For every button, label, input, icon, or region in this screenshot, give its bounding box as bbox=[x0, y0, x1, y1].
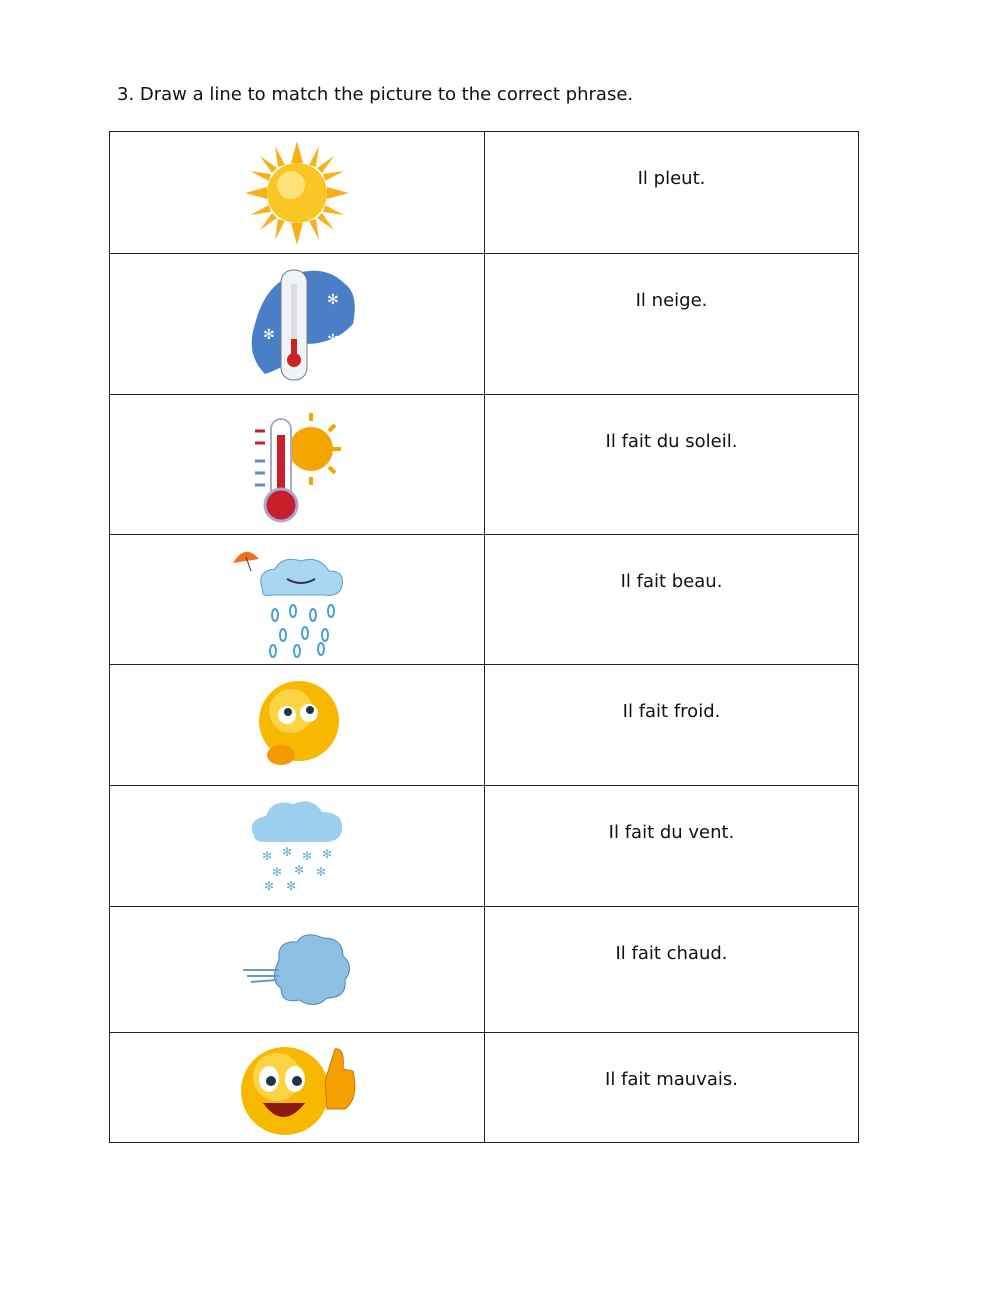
table-row bbox=[110, 786, 859, 907]
svg-text:✻: ✻ bbox=[263, 327, 275, 343]
phrase-text: Il neige. bbox=[635, 290, 708, 311]
phrase-text: Il fait mauvais. bbox=[605, 1069, 738, 1090]
table-row bbox=[110, 132, 859, 254]
table-row bbox=[110, 395, 859, 535]
svg-text:✻: ✻ bbox=[272, 865, 283, 879]
phrase-text: Il fait du vent. bbox=[608, 822, 735, 843]
phrase-text: Il pleut. bbox=[637, 168, 706, 189]
phrase-text: Il fait froid. bbox=[622, 701, 721, 722]
picture-cell bbox=[110, 535, 485, 665]
phrase-cell[interactable] bbox=[485, 535, 859, 665]
snow-cloud-icon[interactable] bbox=[242, 796, 352, 896]
svg-text:✻: ✻ bbox=[316, 865, 327, 879]
table-row bbox=[110, 665, 859, 786]
phrase-cell[interactable] bbox=[485, 1033, 859, 1143]
picture-cell bbox=[110, 907, 485, 1033]
picture-cell bbox=[110, 395, 485, 535]
phrase-cell[interactable] bbox=[485, 132, 859, 254]
instruction-text: 3. Draw a line to match the picture to the correct phrase. bbox=[117, 84, 634, 105]
svg-text:✻: ✻ bbox=[322, 847, 333, 861]
svg-text:✻: ✻ bbox=[302, 849, 313, 863]
table-row bbox=[110, 907, 859, 1033]
sun-icon[interactable] bbox=[245, 141, 349, 245]
hot-thermometer-sun-icon[interactable] bbox=[249, 405, 345, 525]
thumbs-up-smiley-icon[interactable] bbox=[235, 1039, 359, 1137]
svg-text:✻: ✻ bbox=[264, 879, 275, 893]
picture-cell bbox=[110, 665, 485, 786]
worried-face-icon[interactable] bbox=[251, 675, 343, 775]
svg-text:✻: ✻ bbox=[327, 332, 339, 348]
table-row bbox=[110, 535, 859, 665]
table-row bbox=[110, 1033, 859, 1143]
picture-cell bbox=[110, 254, 485, 395]
cold-thermometer-snow-icon[interactable] bbox=[235, 264, 359, 384]
svg-text:✻: ✻ bbox=[282, 845, 293, 859]
blowing-wind-cloud-icon[interactable] bbox=[239, 930, 355, 1010]
table-row bbox=[110, 254, 859, 395]
phrase-text: Il fait chaud. bbox=[615, 943, 728, 964]
phrase-text: Il fait du soleil. bbox=[605, 431, 738, 452]
svg-text:✻: ✻ bbox=[286, 879, 297, 893]
phrase-cell[interactable] bbox=[485, 907, 859, 1033]
matching-table bbox=[109, 131, 859, 1143]
svg-text:✻: ✻ bbox=[327, 292, 339, 308]
phrase-cell[interactable] bbox=[485, 786, 859, 907]
picture-cell bbox=[110, 1033, 485, 1143]
phrase-cell[interactable] bbox=[485, 395, 859, 535]
picture-cell bbox=[110, 786, 485, 907]
phrase-cell[interactable] bbox=[485, 254, 859, 395]
svg-text:✻: ✻ bbox=[294, 863, 305, 877]
picture-cell bbox=[110, 132, 485, 254]
rain-cloud-umbrella-icon[interactable] bbox=[227, 541, 367, 659]
phrase-cell[interactable] bbox=[485, 665, 859, 786]
phrase-text: Il fait beau. bbox=[620, 571, 723, 592]
svg-text:✻: ✻ bbox=[262, 849, 273, 863]
